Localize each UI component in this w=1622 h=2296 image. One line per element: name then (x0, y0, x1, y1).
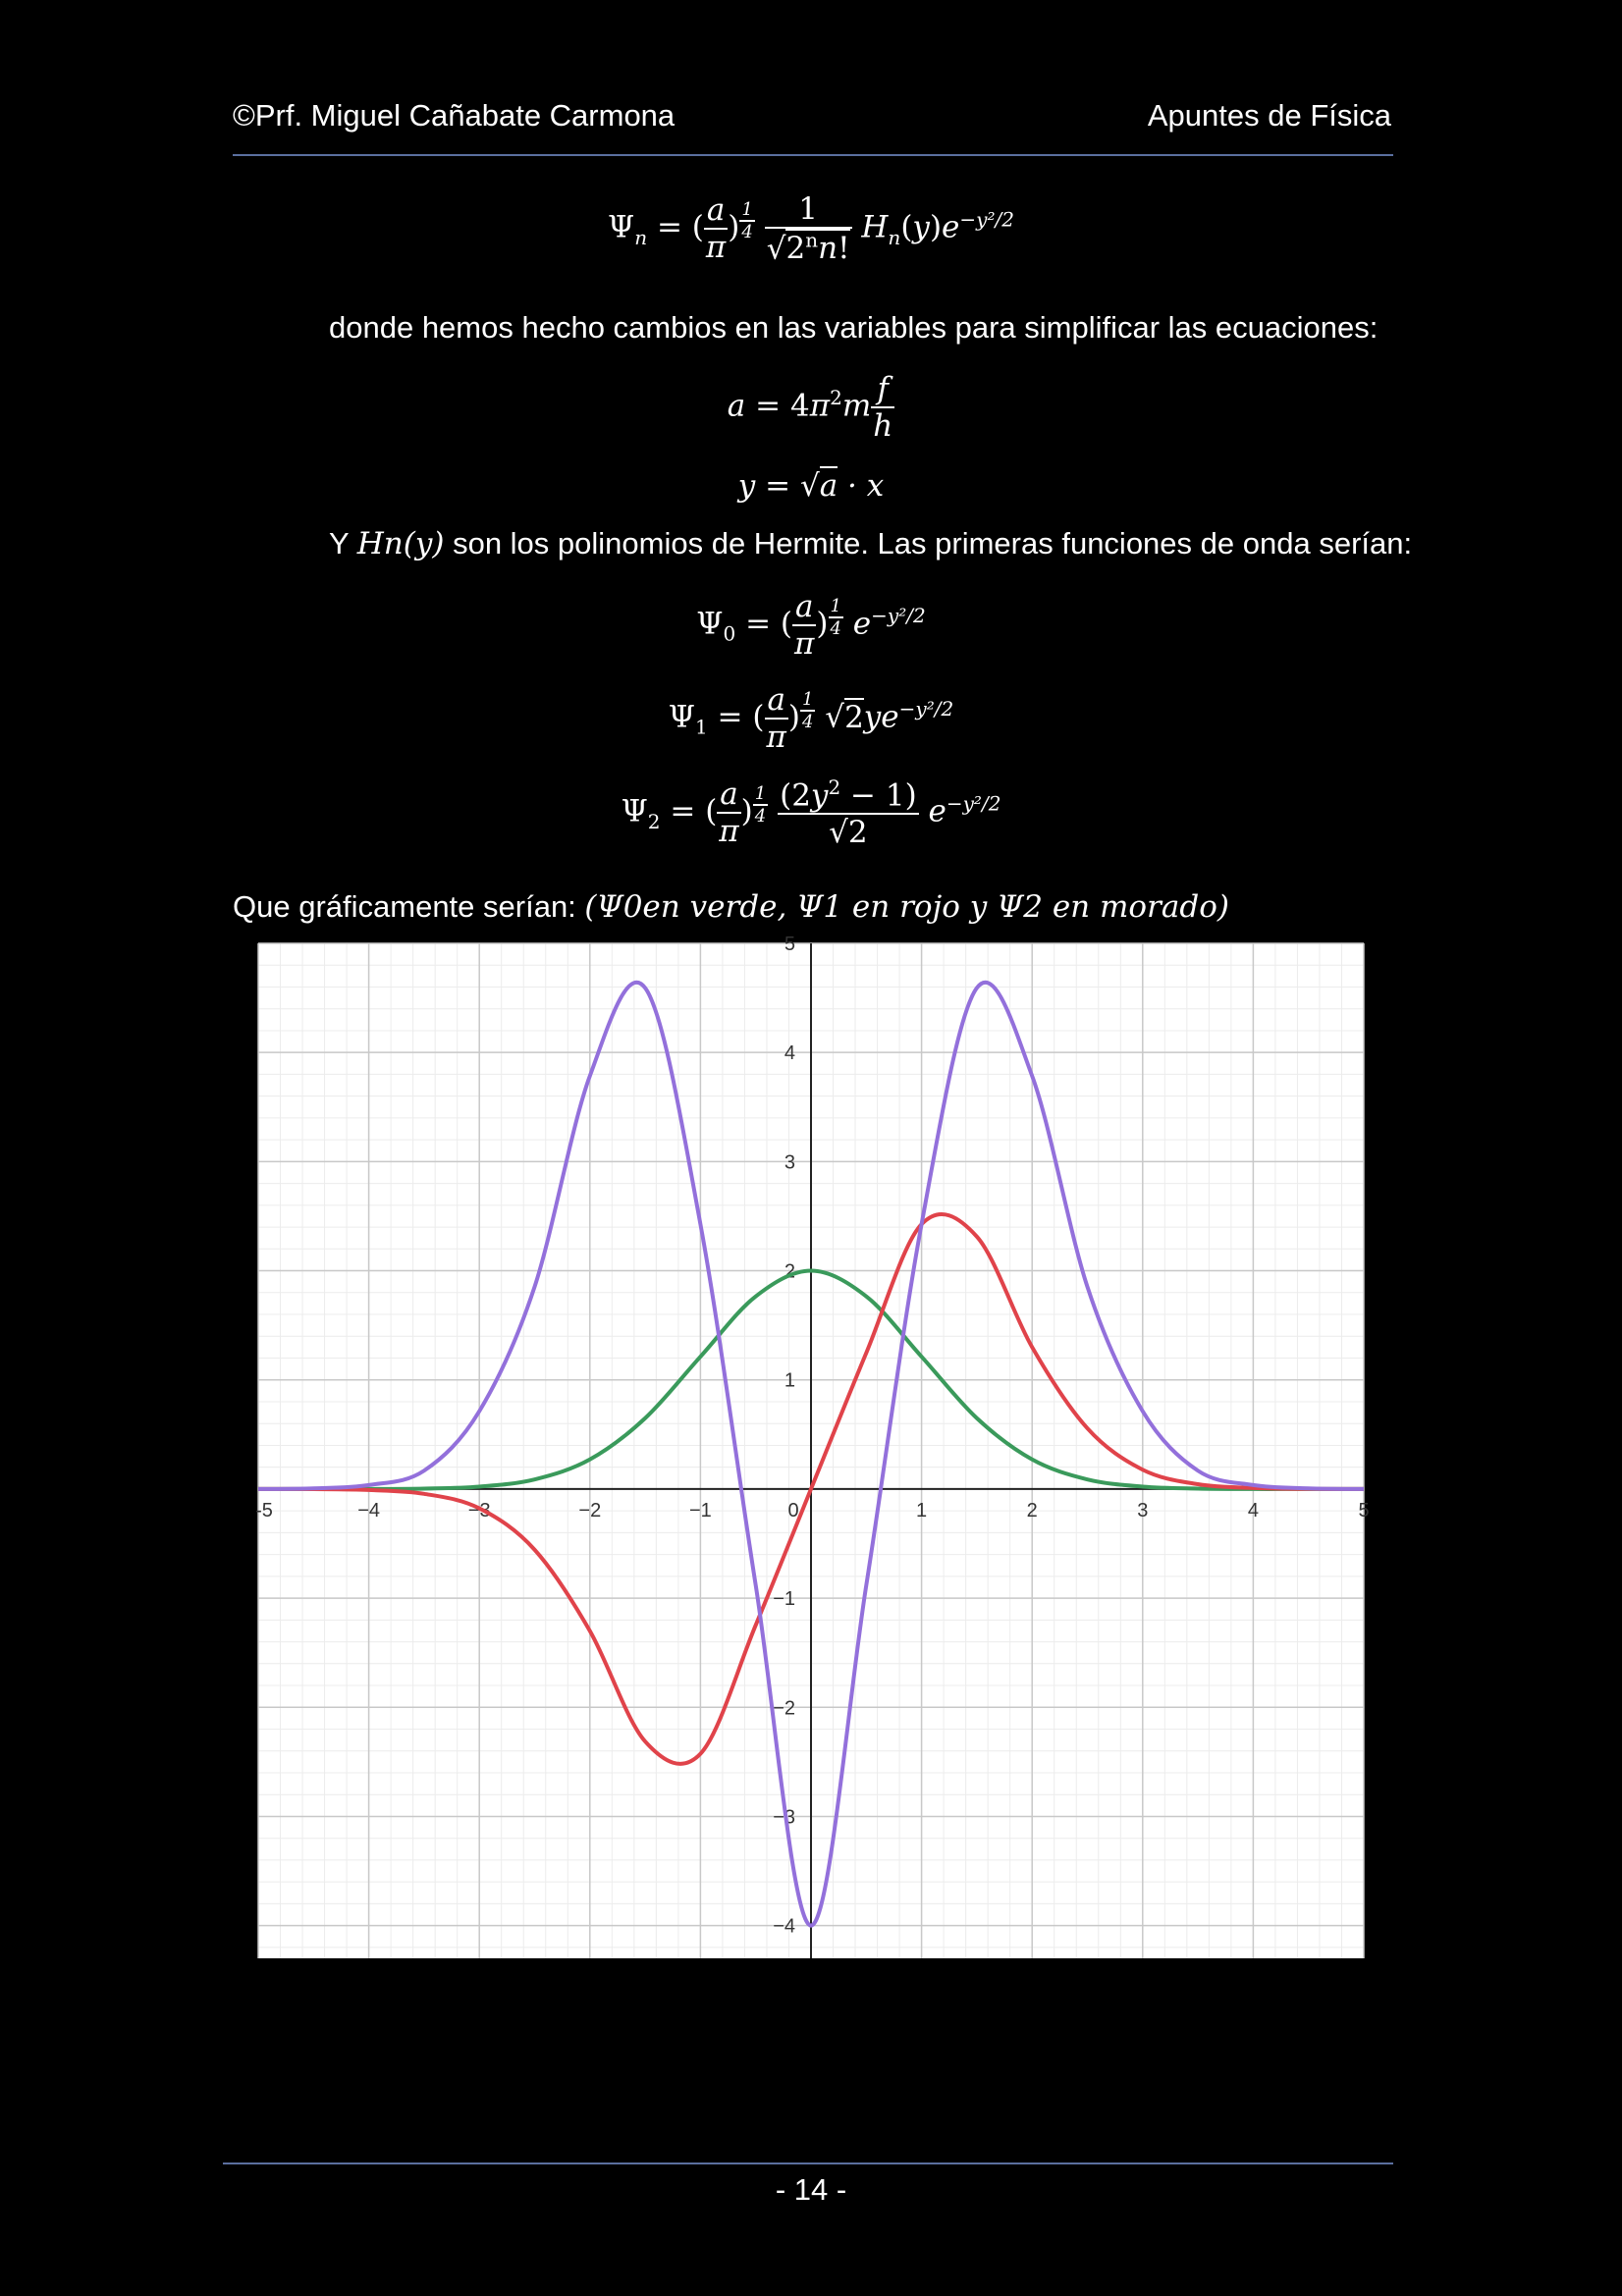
y-tick-label: 1 (784, 1369, 795, 1392)
equation-a: $a = 4\pi^2m$ $\frac{f}{h}$ (727, 371, 893, 444)
footer-rule (223, 2163, 1393, 2164)
x-tick-label: −3 (467, 1499, 491, 1522)
equation-psi-1: $\Psi_1$ = ( $\frac{a}{\pi}$ ) $^{\frac{1}{4}}$ $√2ye^{-y^2/2}$ (668, 682, 954, 755)
y-tick-label: −3 (773, 1806, 795, 1829)
x-tick-label: 2 (1026, 1499, 1038, 1522)
x-tick-label: −4 (357, 1499, 381, 1522)
caption-math: (Ψ0en verde, Ψ1 en rojo y Ψ2 en morado) (584, 889, 1229, 925)
y-tick-label: −4 (773, 1915, 795, 1938)
x-tick-label: −1 (688, 1499, 712, 1522)
x-tick-label: 5 (1358, 1499, 1370, 1522)
y-tick-label: 4 (784, 1042, 795, 1065)
equation-psi-0: $\Psi_0$ = ( $\frac{a}{\pi}$ ) $^{\frac{1}{4}}$ $e^{-y^2/2}$ (696, 589, 926, 662)
header-author: ©Prf. Miguel Cañabate Carmona (233, 98, 676, 133)
y-tick-label: 2 (784, 1260, 795, 1283)
x-tick-label: 3 (1137, 1499, 1149, 1522)
x-tick-label: 4 (1247, 1499, 1259, 1522)
page-number: - 14 - (775, 2172, 847, 2207)
y-tick-label: 5 (784, 934, 795, 955)
x-tick-label: -5 (255, 1499, 273, 1522)
equation-y: y = √a · x (737, 468, 885, 504)
caption-prefix: Que gráficamente serían: (233, 889, 576, 924)
y-tick-label: −2 (773, 1697, 795, 1720)
text-line-1: donde hemos hecho cambios en las variables para simplificar las ecuaciones: (329, 310, 1379, 345)
equation-psi-2: $\Psi_2$ = ( $\frac{a}{\pi}$ ) $^{\frac{1}{4}}$ $\frac{(2y^2 - 1)}{√2}$ $e^{-y^2/2}$ (621, 775, 1001, 851)
text-line-2-rest: son los polinomios de Hermite. Las primeras funciones de onda serían: (453, 526, 1413, 561)
caption (233, 889, 1229, 925)
text-line-2 (329, 526, 1412, 561)
x-tick-label: −2 (578, 1499, 602, 1522)
header-rule (233, 154, 1393, 156)
text-line-2-math: Hn(y) (356, 526, 445, 561)
text-line-2-prefix: Y (329, 526, 350, 561)
equation-psi-n: $\Psi_n$ = ( $\frac{a}{\pi}$ ) $^{\frac{1}{4}}$ $\frac{1}{√2^nn!}$ $H_n(y)e^{-y^2/2}$ (608, 191, 1014, 267)
y-tick-label: −1 (773, 1588, 795, 1611)
x-tick-label: 1 (916, 1499, 928, 1522)
x-tick-label: 0 (787, 1499, 799, 1522)
header-subject: Apuntes de Física (1147, 98, 1391, 133)
y-tick-label: 3 (784, 1151, 795, 1174)
wavefunction-chart (255, 934, 1370, 1958)
